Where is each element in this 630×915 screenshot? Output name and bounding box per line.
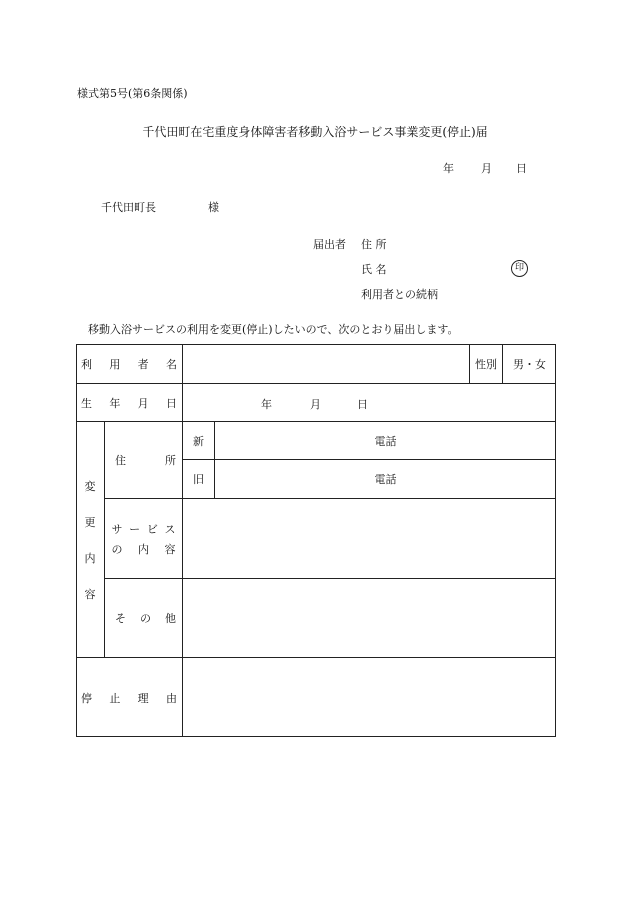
label-char: 更 (84, 515, 96, 529)
label-char: 容 (164, 542, 176, 556)
label-char: 内 (84, 551, 96, 565)
date-month-label: 月 (481, 162, 492, 175)
label-char: 名 (165, 357, 177, 371)
seal-mark-icon: 印 (511, 260, 528, 277)
address-label (105, 422, 182, 498)
user-name-label (76, 344, 182, 383)
service-label-line2 (112, 541, 176, 557)
form-number: 様式第5号(第6条関係) (77, 87, 188, 100)
label-char: の (140, 612, 151, 625)
old-address-label: 旧 (193, 473, 204, 486)
label-char: 内 (138, 542, 149, 556)
date-year-label: 年 (443, 162, 454, 175)
label-char: ス (164, 522, 176, 536)
gender-options[interactable]: 男・女 (513, 357, 546, 371)
label-char: 住 (115, 454, 126, 467)
other-label (105, 579, 182, 657)
label-char: 容 (84, 587, 96, 601)
birth-date-field[interactable] (183, 384, 556, 421)
applicant-address-label: 住 所 (361, 238, 387, 251)
label-char: 利 (81, 357, 92, 371)
user-name-field[interactable] (183, 344, 469, 383)
new-phone-label: 電話 (374, 434, 397, 448)
document-title: 千代田町在宅重度身体障害者移動入浴サービス事業変更(停止)届 (142, 125, 488, 139)
old-phone-label: 電話 (374, 473, 397, 486)
label-char: 変 (84, 479, 96, 493)
stop-reason-field[interactable] (183, 658, 556, 737)
birth-year-label: 年 (261, 398, 272, 411)
label-char: 用 (109, 357, 121, 371)
change-contents-label (76, 422, 104, 657)
label-char: 年 (109, 396, 121, 410)
applicant-relation-label: 利用者との続柄 (361, 288, 438, 301)
service-label-line1 (112, 521, 176, 537)
label-char: 由 (165, 691, 177, 705)
date-day-label: 日 (516, 162, 527, 175)
other-field[interactable] (183, 579, 556, 657)
old-address-field[interactable] (215, 460, 556, 498)
label-char: 者 (137, 357, 149, 371)
service-contents-label (105, 499, 182, 578)
label-char: 他 (165, 612, 176, 625)
change-notification-table (76, 344, 556, 737)
label-char: 日 (165, 396, 177, 410)
service-contents-field[interactable] (183, 499, 556, 578)
label-char: 生 (81, 396, 92, 410)
label-char: 理 (137, 691, 149, 705)
applicant-label: 届出者 (313, 238, 346, 251)
label-char: ビ (146, 522, 158, 536)
label-char: ー (129, 522, 141, 536)
intro-text: 移動入浴サービスの利用を変更(停止)したいので、次のとおり届出します。 (88, 323, 459, 336)
birth-day-label: 日 (357, 398, 368, 411)
new-address-field[interactable] (215, 422, 556, 459)
birth-month-label: 月 (310, 398, 321, 411)
applicant-name-label: 氏 名 (361, 263, 387, 276)
gender-label: 性別 (475, 357, 497, 371)
label-char: 停 (81, 691, 92, 705)
label-char: 所 (165, 454, 176, 467)
new-address-label: 新 (193, 434, 204, 448)
label-char: サ (111, 522, 123, 536)
label-char: の (111, 542, 123, 556)
label-char: そ (115, 612, 126, 625)
birth-date-label (76, 384, 182, 421)
label-char: 止 (109, 691, 121, 705)
stop-reason-label (76, 658, 182, 737)
addressee-honorific: 様 (208, 201, 219, 214)
addressee-name: 千代田町長 (101, 201, 156, 214)
label-char: 月 (137, 396, 149, 410)
